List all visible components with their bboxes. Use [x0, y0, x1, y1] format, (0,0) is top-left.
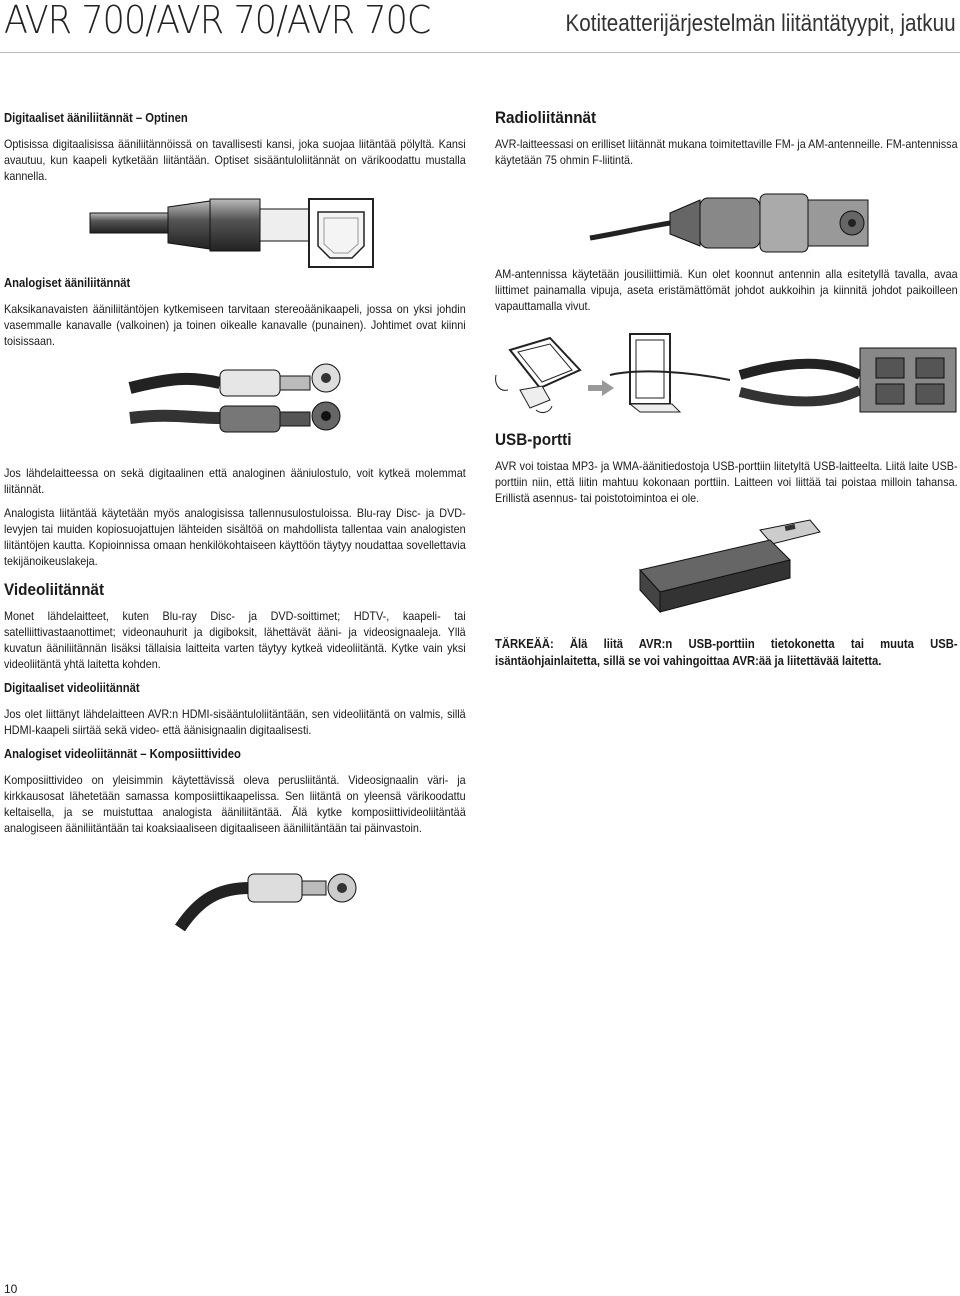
optical-section: [4, 110, 466, 192]
optical-body: Optisissa digitaalisissa ääniliitännöissä on tavallisesti kansi, joka suojaa liitäntää pölyltä. Kansi avautuu, kun kaapeli kytketään liitäntään. Optiset sisääntuloliitännät on värikoodattu mustalla kannella.: [4, 137, 466, 183]
radio-body: AVR-laitteessasi on erilliset liitännät mukana toimitettaville FM- ja AM-antenneille. FM-antennissa käytetään 75 ohmin F-liitintä.: [495, 137, 958, 167]
composite-heading: Analogiset videoliitännät – Komposiittivideo: [4, 747, 241, 761]
radio-heading: Radioliitännät: [495, 108, 597, 127]
note-analog-recording: Analogista liitäntää käytetään myös analogisissa tallennusulostuloissa. Blu-ray Disc- ja DVD-levyjen tai muiden kopiosuojattujen lähteiden sisältöä on mahdollista tallentaa vain analogisten liitäntöjen kautta. Kopioinnissa omaan henkilökohtaiseen käyttöön täytyy noudattaa sovellettavia tekijänoikeuslakeja.: [4, 506, 466, 568]
analog-audio-section: [4, 275, 466, 357]
radio-section: [495, 110, 958, 176]
am-antenna-illustration: [490, 330, 960, 415]
page-title: Kotiteatterijärjestelmän liitäntätyypit, jatkuu: [565, 10, 956, 37]
usb-important-section: [495, 636, 958, 678]
analog-audio-heading: Analogiset ääniliitännät: [4, 276, 131, 290]
digital-video-heading: Digitaaliset videoliitännät: [4, 681, 140, 695]
usb-heading: USB-portti: [495, 430, 572, 449]
digital-video-body: Jos olet liittänyt lähdelaitteen AVR:n HDMI-sisääntuloliitäntään, sen videoliitäntä on valmis, sillä HDMI-kaapeli siirtää sekä video- että äänisignaalin digitaalisesti.: [4, 707, 466, 737]
header-rule: [0, 52, 960, 53]
video-body: Monet lähdelaitteet, kuten Blu-ray Disc- ja DVD-soittimet; HDTV-, kaapeli- tai satelliittivastaanottimet; videonauhurit ja digiboksit, lähettävät ääni- ja videosignaaleja. Yllä kuvatun ääniliitännän lisäksi tällaisia laitteita varten täytyy kytkeä videoliitäntä. Kytke vain yksi videoliitäntä yhtä laitetta kohden.: [4, 609, 466, 671]
optical-heading: Digitaaliset ääniliitännät – Optinen: [4, 111, 188, 125]
note-both-outputs: Jos lähdelaitteessa on sekä digitaalinen että analoginen ääniulostulo, voit kytkeä molemmat liitännät.: [4, 466, 466, 496]
stereo-rca-cable-illustration: [130, 358, 350, 438]
optical-port-icon: [308, 198, 374, 268]
notes-section: [4, 465, 466, 577]
am-section: [495, 266, 958, 322]
usb-section: [495, 432, 958, 514]
video-section: [4, 582, 466, 844]
video-heading: Videoliitännät: [4, 580, 105, 599]
usb-important-note: TÄRKEÄÄ: Älä liitä AVR:n USB-porttiin tietokonetta tai muuta USB-isäntäohjainlaitetta, sillä se voi vahingoittaa AVR:ää ja liitettävää laitetta.: [495, 637, 958, 668]
model-title: AVR 700/AVR 70/AVR 70C: [4, 0, 431, 42]
composite-body: Komposiittivideo on yleisimmin käytettävissä oleva perusliitäntä. Videosignaalin väri- ja kirkkausosat lähetetään samassa komposiittikaapelissa. Sen liitäntä on yleensä värikoodattu keltaisella, ja se muistuttaa analogista ääniliitäntää. Älä kytke komposiittivideoliitäntää analogiseen ääniliitäntään tai koaksiaaliseen digitaaliseen ääniliitäntään tai päinvastoin.: [4, 773, 466, 835]
am-body: AM-antennissa käytetään jousiliittimiä. Kun olet koonnut antennin alla esitetyllä tavalla, avaa liittimet painamalla vipuja, aseta eristämättömät johdot aukkoihin ja kiinnitä johdot paikoilleen vapauttamalla vivut.: [495, 267, 958, 313]
page-number: 10: [4, 1282, 18, 1296]
usb-stick-illustration: [630, 520, 830, 620]
analog-audio-body: Kaksikanavaisten ääniliitäntöjen kytkemiseen tarvitaan stereoäänikaapeli, jossa on yksi johdin vasemmalle kanavalle (valkoinen) ja toinen oikealle kanavalle (punainen). Johtimet ovat kiinni toisissaan.: [4, 302, 466, 348]
usb-body: AVR voi toistaa MP3- ja WMA-äänitiedostoja USB-porttiin liitetyltä USB-laitteelta. Liitä laite USB-porttiin niin, että liitin mahtuu kokonaan porttiin. Laitteen voi liittää tai poistaa milloin tahansa. Erillistä asennus- tai poistotoimintoa ei ole.: [495, 459, 958, 505]
composite-cable-illustration: [180, 858, 360, 938]
fm-f-connector-illustration: [590, 188, 890, 258]
